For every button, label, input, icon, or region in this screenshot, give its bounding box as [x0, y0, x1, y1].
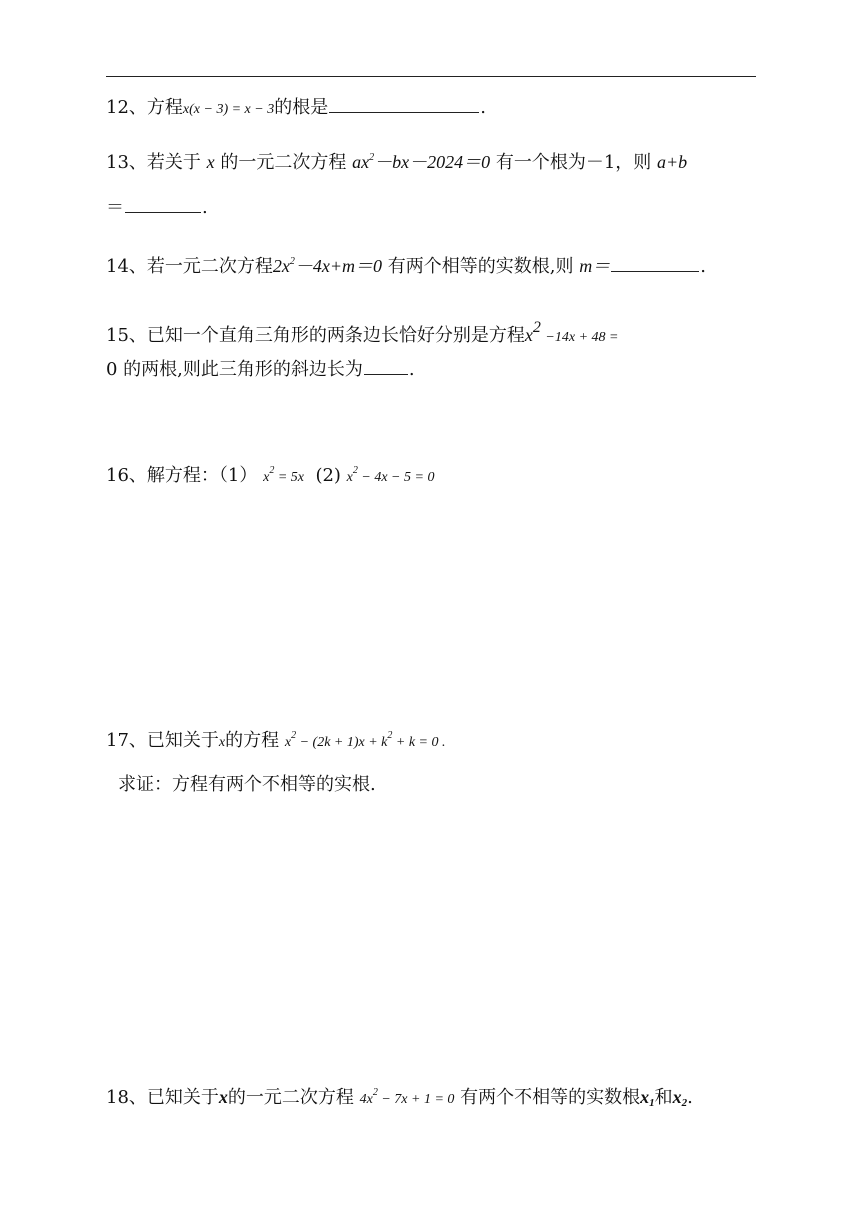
punctuation: . [700, 256, 706, 277]
question-number: 14、 [106, 256, 147, 277]
equation: $4x^2 - 7x + 1 = 0$ [359, 1087, 455, 1107]
question-text: 和 [654, 1087, 673, 1108]
question-17-proof: 求证：方程有两个不相等的实根. [118, 774, 376, 795]
question-text: 解方程：（1） [146, 465, 258, 486]
top-divider-line [106, 76, 756, 77]
question-text: 0 的两根,则此三角形的斜边长为 [106, 359, 363, 380]
question-text: 的根是 [274, 97, 329, 118]
punctuation: . [687, 1087, 693, 1108]
question-number: 13、 [106, 152, 147, 173]
question-14 [106, 257, 706, 276]
question-17 [106, 732, 446, 750]
equation-1: $x^2 = 5x$ [263, 465, 304, 485]
question-16 [106, 467, 434, 485]
equation: $ax^2-bx-2024=0$ [352, 152, 491, 172]
punctuation: . [202, 197, 208, 218]
question-number: 18、 [106, 1087, 147, 1108]
expression: a+b [657, 152, 688, 172]
question-13 [106, 153, 687, 172]
question-number: 17、 [106, 730, 147, 751]
answer-blank[interactable] [364, 360, 408, 375]
question-text: 的方程 [225, 730, 280, 751]
question-18 [106, 1088, 693, 1107]
answer-blank[interactable] [125, 198, 201, 213]
equation: x2 −14x + 48 = [524, 319, 619, 345]
question-15 [106, 320, 618, 345]
answer-blank[interactable] [329, 98, 479, 113]
question-15-line2 [106, 360, 415, 379]
question-text: 若关于 [146, 152, 201, 173]
question-number: 15、 [106, 325, 147, 346]
root-x2: $x_2$ [672, 1087, 688, 1109]
equation: $x^2 - (2k + 1)x + k^2 + k = 0$ . [284, 730, 446, 750]
variable: x [218, 1087, 228, 1107]
question-number: 12、 [106, 97, 147, 118]
question-text: 有一个根为－1，则 [495, 152, 652, 173]
variable: x [218, 735, 226, 750]
part-label: (2) [315, 465, 341, 486]
question-text: 有两个相等的实数根,则 [387, 256, 574, 277]
question-text: 方程 [146, 97, 183, 118]
equation: $2x^2-4x+m=0$ [272, 256, 383, 276]
answer-blank[interactable] [611, 257, 699, 272]
punctuation: . [480, 97, 486, 118]
question-text: 的一元二次方程 [227, 1087, 354, 1108]
question-12 [106, 98, 486, 117]
expression: m＝ [579, 256, 611, 276]
question-number: 16、 [106, 465, 147, 486]
question-text: 已知关于 [146, 1087, 219, 1108]
equation-2: $x^2 - 4x - 5 = 0$ [346, 465, 435, 485]
root-x1: $x_1$ [640, 1087, 655, 1109]
variable: x [206, 152, 215, 172]
question-13-line2 [106, 198, 208, 217]
question-text: 的一元二次方程 [220, 152, 347, 173]
question-text: 已知一个直角三角形的两条边长恰好分别是方程 [146, 325, 525, 346]
question-text: 已知关于 [146, 730, 219, 751]
punctuation: . [408, 359, 415, 380]
equals-sign: ＝ [106, 197, 124, 218]
question-text: 有两个不相等的实数根 [460, 1087, 641, 1108]
equation: x(x − 3) = x − 3 [182, 102, 275, 117]
question-text: 若一元二次方程 [146, 256, 273, 277]
